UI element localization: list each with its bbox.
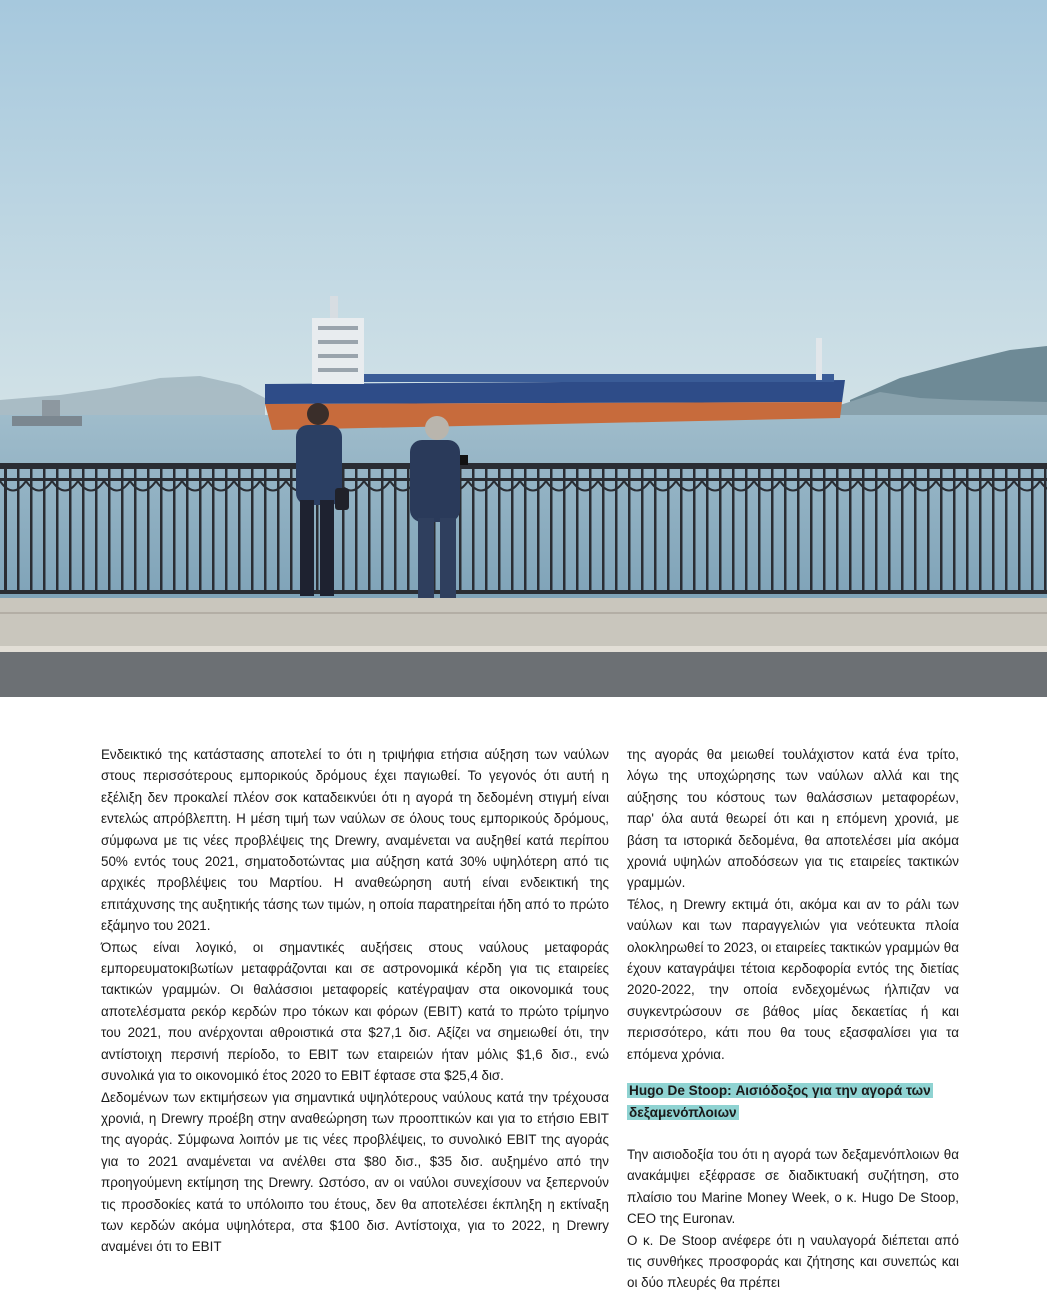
sky [0, 0, 1047, 420]
road [0, 652, 1047, 697]
paragraph: Ενδεικτικό της κατάστασης αποτελεί το ότι η τριψήφια ετήσια αύξηση των ναύλων στους περισσότερους εμπορικούς δρόμους έχει παγιωθεί. Το γεγονός ότι αυτή η εξέλιξη δεν προκαλεί πλέον σοκ καταδεικνύει ότι η αγορά τη δεδομένη στιγμή είναι εντελώς απρόβλεπτη. Η μέση τιμή των ναύλων σε όλους τους εμπορικούς δρόμους, σύμφωνα με τις νέες προβλέψεις της Drewry, αναμένεται να αυξηθεί κατά περίπου 50% εντός τους 2021, σηματοδοτώντας μια αύξηση κατά 30% υψηλότερη από τις αρχικές προβλέψεις του Μαρτίου. Η αναθεώρηση αυτή είναι ενδεικτική της επιτάχυνσης της αυξητικής τάσης των τιμών, η οποία παρατηρείται ήδη από το πρώτο εξάμηνο του 2021. [101, 747, 609, 934]
paragraph: Την αισιοδοξία του ότι η αγορά των δεξαμενόπλοιων θα ανακάμψει εξέφρασε σε διαδικτυακή συζήτηση, στο πλαίσιο του Marine Money Week, ο κ. Hugo De Stoop, CEO της Euronav. [627, 1146, 959, 1227]
section-subheading: Hugo De Stoop: Αισιόδοξος για την αγορά των δεξαμενόπλοιων [629, 1083, 931, 1120]
article-left-column [101, 744, 609, 1258]
article-right-column [627, 744, 959, 1294]
paragraph: Δεδομένων των εκτιμήσεων για σημαντικά υψηλότερους ναύλους κατά την τρέχουσα χρονιά, η Drewry προέβη στην αναθεώρηση των προοπτικών και για το ετήσιο EBIT της αγοράς. Σύμφωνα λοιπόν με τις νέες προβλέψεις, το συνολικό EBIT της αγοράς για το 2021 αναμένεται να ανέλθει στα $80 δισ., $35 δισ. αυξημένο από την προηγούμενη εκτίμηση της Drewry. Ωστόσο, αν οι ναύλοι συνεχίσουν να ξεπερνούν τις προσδοκίες κατά το υπόλοιπο του έτους, δεν θα αποτελέσει έκπληξη η εκτίναξη των κερδών ακόμα υψηλότερα, στα $100 δισ. Αντίστοιχα, για το 2022, η Drewry αναμένει ότι το EBIT [101, 1089, 609, 1255]
paragraph: της αγοράς θα μειωθεί τουλάχιστον κατά ένα τρίτο, λόγω της υποχώρησης των ναύλων αλλά και της αύξησης του κόστους των θαλάσσιων μεταφορέων, παρ' όλα αυτά θεωρεί ότι και η επόμενη χρονιά, με βάση τα ιστορικά δεδομένα, θα αποτελέσει μία ακόμα χρονιά υψηλών αποδόσεων για τις εταιρείες τακτικών γραμμών. [627, 747, 959, 891]
paragraph: Όπως είναι λογικό, οι σημαντικές αυξήσεις στους ναύλους μεταφοράς εμπορευματοκιβωτίων μεταφράζονται και σε αστρονομικά κέρδη για τις εταιρείες τακτικών γραμμών. Οι θαλάσσιοι μεταφορείς κατέγραψαν στα οικονομικά τους αποτελέσματα ρεκόρ κερδών προ τόκων και φόρων (EBIT) κατά το πρώτο τρίμηνο του 2021, που ανέρχονται αθροιστικά στα $27,1 δισ. Αξίζει να σημειωθεί ότι, την αντίστοιχη περσινή περίοδο, το EBIT των εταιρειών ήταν μόλις $1,6 δισ., ενώ συνολικά για το οικονομικό έτος 2020 το EBIT έφτασε στα $25,4 δισ. [101, 939, 609, 1084]
paragraph: Ο κ. De Stoop ανέφερε ότι η ναυλαγορά διέπεται από τις συνθήκες προσφοράς και ζήτησης και συνεπώς και οι δύο πλευρές θα πρέπει [627, 1232, 959, 1291]
paragraph: Τέλος, η Drewry εκτιμά ότι, ακόμα και αν το ράλι των ναύλων και των παραγγελιών για νεότευκτα πλοία ολοκληρωθεί το 2023, οι εταιρείες τακτικών γραμμών θα έχουν καταγράψει τέτοια κερδοφορία εντός της διετίας 2020-2022, την οποία ενδεχομένως ήλπιζαν να συγκεντρώσουν σε βάθος μίας δεκαετίας ή και περισσότερο, κάτι που θα τους εξασφαλίσει για τα επόμενα χρόνια. [627, 896, 959, 1062]
pavement [0, 598, 1047, 646]
